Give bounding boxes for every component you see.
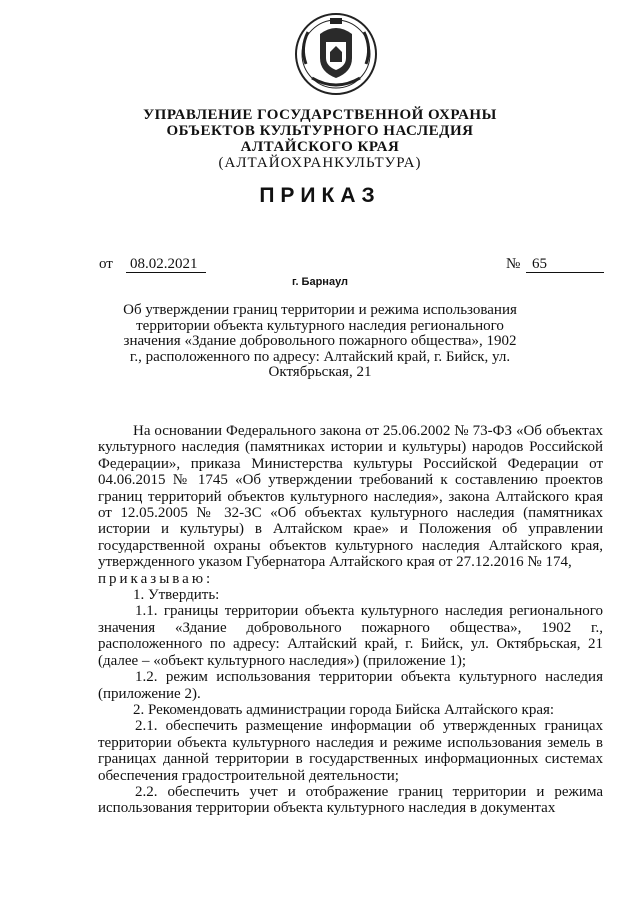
item-1-2: 1.2. режим использования территории объекта культурного наследия (приложение 2). — [98, 669, 603, 702]
coat-of-arms-emblem — [290, 8, 382, 100]
document-subject: Об утверждении границ территории и режима использования территории объекта культурного наследия регионального значения «Здание добровольного пожарного общества», 1902 г., расположенного по адресу: Алтайский край, г. Бийск, ул. Октябрьская, 21 — [123, 302, 517, 380]
agency-name-line-2: ОБЪЕКТОВ КУЛЬТУРНОГО НАСЛЕДИЯ — [166, 123, 474, 139]
agency-name-line-3: АЛТАЙСКОГО КРАЯ — [240, 139, 400, 155]
agency-abbreviation: (АЛТАЙОХРАНКУЛЬТУРА) — [218, 155, 422, 171]
item-1-1: 1.1. границы территории объекта культурного наследия регионального значения «Здание добровольного пожарного общества», 1902 г., расположенного по адресу: Алтайский край, г. Бийск, ул. Октябрьская, 21 (далее – «объект культурного наследия») (приложение 1); — [98, 603, 603, 669]
number-label: № — [506, 256, 521, 272]
agency-name-line-1: УПРАВЛЕНИЕ ГОСУДАРСТВЕННОЙ ОХРАНЫ — [143, 107, 497, 123]
item-2: 2. Рекомендовать администрации города Бийска Алтайского края: — [133, 701, 555, 718]
document-number: 65 — [526, 256, 604, 273]
order-word: приказываю: — [98, 570, 214, 587]
city-name: г. Барнаул — [291, 276, 349, 288]
date-label: от — [99, 256, 113, 272]
item-1: 1. Утвердить: — [133, 587, 220, 604]
item-2-1: 2.1. обеспечить размещение информации об утвержденных границах территории объекта культурного наследия и режиме использования земель в границах данной территории в государственных информационных системах обеспечения градостроительной деятельности; — [98, 718, 603, 784]
preamble-paragraph: На основании Федерального закона от 25.06.2002 № 73-ФЗ «Об объектах культурного наследия (памятниках истории и культуры) народов Российской Федерации», приказа Министерства культуры Российской Федерации от 04.06.2015 № 1745 «Об утверждении требований к составлению проектов границ территорий объектов культурного наследия», закона Алтайского края от 12.05.2005 № 32-ЗС «Об объектах культурного наследия (памятниках истории и культуры) в Алтайском крае» и Положения об управлении государственной охраны объектов культурного наследия Алтайского края, утвержденного указом Губернатора Алтайского края от 27.12.2016 № 174, — [98, 423, 603, 571]
document-body — [98, 423, 603, 817]
document-type-title: ПРИКАЗ — [259, 184, 381, 207]
document-date: 08.02.2021 — [126, 256, 206, 273]
item-2-2: 2.2. обеспечить учет и отображение границ территории и режима использования территории объекта культурного наследия в документах — [98, 783, 603, 817]
